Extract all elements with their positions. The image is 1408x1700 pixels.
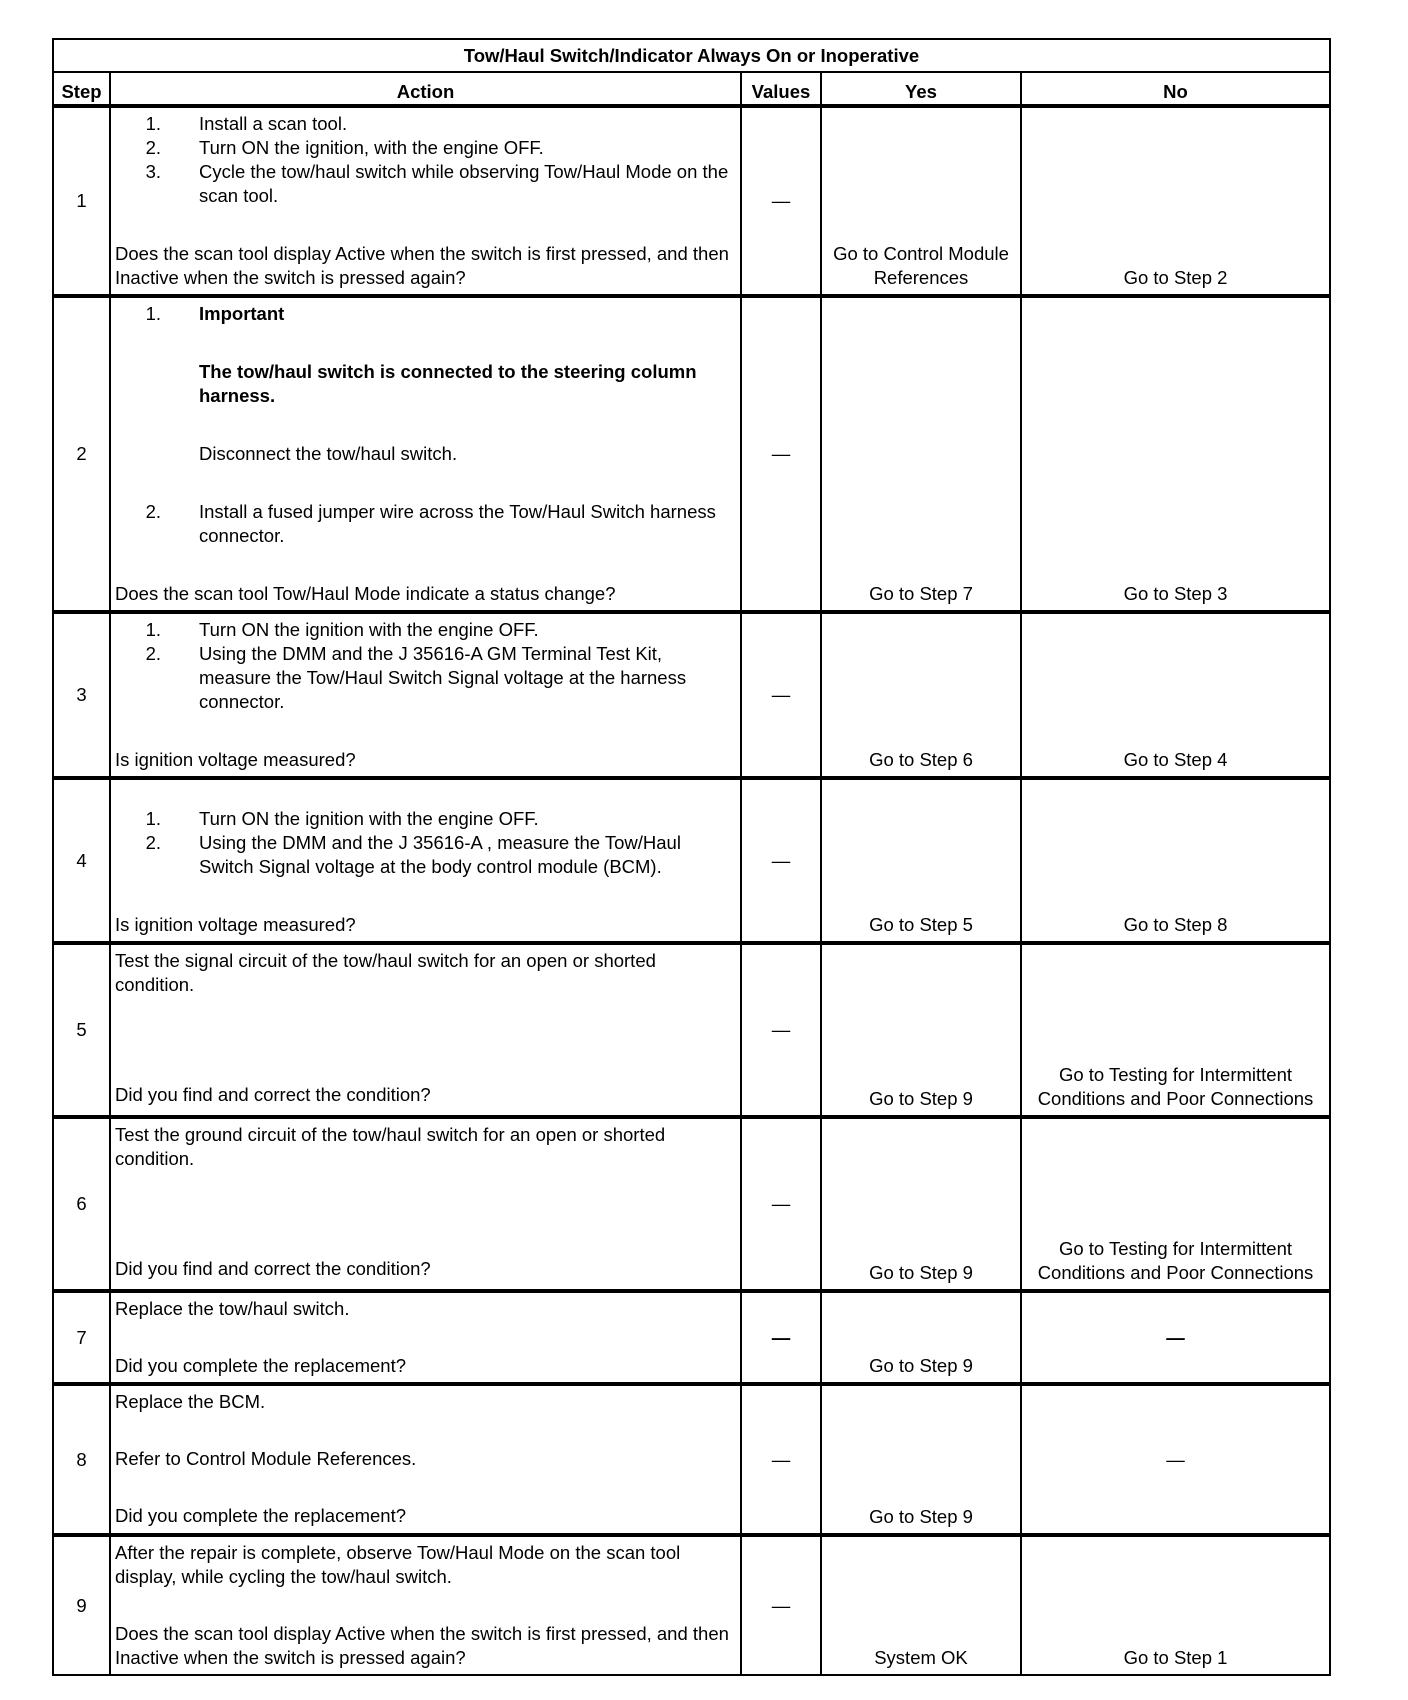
values-cell: — [741,943,821,1117]
no-link[interactable]: Go to Step 1 [1021,1535,1330,1675]
values-cell: — [741,778,821,943]
table-row [53,778,1330,943]
values-cell: — [741,612,821,778]
no-cell: — [1021,1384,1330,1535]
question-text: Does the scan tool Tow/Haul Mode indicate a status change? [115,583,616,604]
action-cell [110,1291,741,1384]
step-number: 4 [53,778,110,943]
step-number: 5 [53,943,110,1117]
table-row [53,1384,1330,1535]
table-row [53,106,1330,296]
step-number: 6 [53,1117,110,1291]
reference-link[interactable]: Refer to Control Module References. [115,1448,417,1469]
question-text: Is ignition voltage measured? [115,914,356,935]
list-item: 1. Turn ON the ignition with the engine OFF. [145,808,539,829]
values-cell: — [741,1117,821,1291]
action-text: Replace the BCM. [115,1391,266,1412]
diagnostic-table [52,38,1331,1676]
list-item: 2. Using the DMM and the J 35616-A GM Terminal Test Kit, measure the Tow/Haul Switch Signal voltage at the harness connector. [145,643,687,712]
no-link[interactable]: Go to Step 2 [1021,106,1330,296]
step-number: 1 [53,106,110,296]
header-action: Action [110,72,741,106]
step-number: 8 [53,1384,110,1535]
step-number: 9 [53,1535,110,1675]
question-text: Is ignition voltage measured? [115,749,356,770]
table-row [53,296,1330,612]
action-cell [110,1535,741,1675]
table-row [53,1535,1330,1675]
action-text: After the repair is complete, observe Tow/Haul Mode on the scan tool display, while cycling the tow/haul switch. [115,1542,681,1587]
question-text: Does the scan tool display Active when the switch is first pressed, and then Inactive when the switch is pressed again? [115,243,729,288]
values-cell: — [741,106,821,296]
list-item: 1. Turn ON the ignition with the engine OFF. [145,619,539,640]
action-text: Replace the tow/haul switch. [115,1298,350,1319]
no-link[interactable]: Go to Step 3 [1021,296,1330,612]
action-cell [110,612,741,778]
action-cell [110,1117,741,1291]
list-item: 3. Cycle the tow/haul switch while observing Tow/Haul Mode on the scan tool. [145,161,729,206]
yes-link[interactable]: Go to Step 9 [821,1117,1021,1291]
important-note: The tow/haul switch is connected to the steering column harness. [199,361,697,406]
question-text: Does the scan tool display Active when the switch is first pressed, and then Inactive when the switch is pressed again? [115,1623,729,1668]
no-link[interactable]: Go to Testing for Intermittent Conditions and Poor Connections [1021,1117,1330,1291]
table-row [53,943,1330,1117]
question-text: Did you complete the replacement? [115,1355,407,1376]
values-cell: — [741,296,821,612]
action-cell [110,296,741,612]
step-number: 7 [53,1291,110,1384]
list-item: 2. Install a fused jumper wire across the Tow/Haul Switch harness connector. [145,501,716,546]
yes-result: System OK [821,1535,1021,1675]
header-row [53,72,1330,106]
table-row [53,1291,1330,1384]
yes-link[interactable]: Go to Step 6 [821,612,1021,778]
list-item: 1. Important [145,303,285,324]
values-cell: — [741,1291,821,1384]
header-no: No [1021,72,1330,106]
question-text: Did you find and correct the condition? [115,1084,431,1105]
action-cell [110,943,741,1117]
header-values: Values [741,72,821,106]
no-link[interactable]: Go to Step 4 [1021,612,1330,778]
action-cell [110,1384,741,1535]
step-number: 2 [53,296,110,612]
action-text: Test the ground circuit of the tow/haul switch for an open or shorted condition. [115,1124,666,1169]
no-cell: — [1021,1291,1330,1384]
table-row [53,612,1330,778]
step-number: 3 [53,612,110,778]
yes-link[interactable]: Go to Step 9 [821,943,1021,1117]
no-link[interactable]: Go to Step 8 [1021,778,1330,943]
yes-link[interactable]: Go to Step 7 [821,296,1021,612]
yes-link[interactable]: Go to Step 5 [821,778,1021,943]
yes-link[interactable]: Go to Step 9 [821,1291,1021,1384]
table-row [53,1117,1330,1291]
header-step: Step [53,72,110,106]
yes-link[interactable]: Go to Step 9 [821,1384,1021,1535]
action-text: Test the signal circuit of the tow/haul switch for an open or shorted condition. [115,950,656,995]
question-text: Did you complete the replacement? [115,1505,407,1526]
list-item-text: Disconnect the tow/haul switch. [199,443,458,464]
list-item: 2. Using the DMM and the J 35616-A , measure the Tow/Haul Switch Signal voltage at the body control module (BCM). [145,832,681,877]
header-yes: Yes [821,72,1021,106]
no-link[interactable]: Go to Testing for Intermittent Conditions and Poor Connections [1021,943,1330,1117]
action-cell [110,778,741,943]
yes-link[interactable]: Go to Control Module References [821,106,1021,296]
list-item: 2. Turn ON the ignition, with the engine OFF. [145,137,544,158]
list-item: 1. Install a scan tool. [145,113,348,134]
action-cell [110,106,741,296]
values-cell: — [741,1384,821,1535]
values-cell: — [741,1535,821,1675]
table-title: Tow/Haul Switch/Indicator Always On or Inoperative [53,39,1330,72]
question-text: Did you find and correct the condition? [115,1258,431,1279]
